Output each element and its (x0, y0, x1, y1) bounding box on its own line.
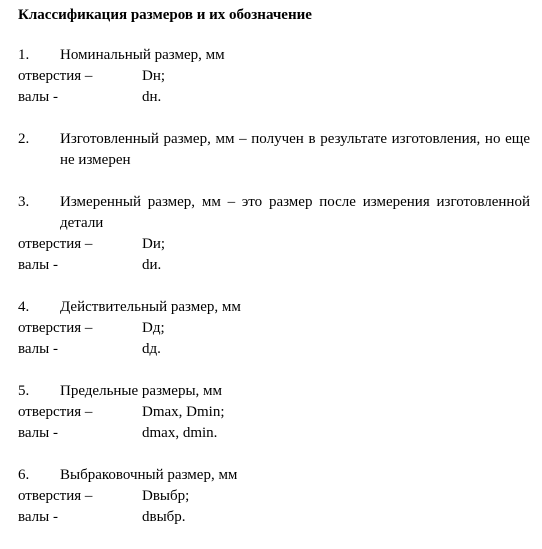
section-heading (18, 192, 538, 234)
shafts-row (18, 255, 538, 276)
section-reject-size (18, 465, 538, 528)
holes-label: отверстия – (18, 488, 93, 504)
section-manufactured-size (18, 129, 538, 171)
section-number: 2. (18, 131, 30, 147)
section-limit-sizes (18, 381, 538, 444)
shafts-label: валы - (18, 89, 58, 105)
shafts-value: dmax, dmin. (142, 425, 218, 441)
shafts-label: валы - (18, 509, 58, 525)
section-heading (18, 45, 538, 66)
holes-value: Dд; (142, 320, 165, 336)
shafts-value: dи. (142, 257, 162, 273)
holes-row (18, 66, 538, 87)
shafts-label: валы - (18, 425, 58, 441)
section-heading-text: Предельные размеры, мм (60, 383, 223, 399)
section-number: 3. (18, 194, 30, 210)
section-measured-size (18, 192, 538, 276)
holes-row (18, 318, 538, 339)
holes-label: отверстия – (18, 68, 93, 84)
shafts-row (18, 339, 538, 360)
shafts-row (18, 507, 538, 528)
section-heading-text: Измеренный размер, мм – это размер после измерения изготовленной детали (60, 194, 530, 231)
section-number: 4. (18, 299, 30, 315)
holes-row (18, 234, 538, 255)
section-heading (18, 297, 538, 318)
section-heading-text: Выбраковочный размер, мм (60, 467, 238, 483)
shafts-value: dд. (142, 341, 161, 357)
holes-value: Dи; (142, 236, 166, 252)
holes-label: отверстия – (18, 404, 93, 420)
holes-label: отверстия – (18, 320, 93, 336)
holes-label: отверстия – (18, 236, 93, 252)
shafts-label: валы - (18, 257, 58, 273)
section-number: 5. (18, 383, 30, 399)
holes-row (18, 402, 538, 423)
document-page (18, 6, 538, 528)
shafts-label: валы - (18, 341, 58, 357)
section-nominal-size (18, 45, 538, 108)
section-heading (18, 129, 538, 171)
section-actual-size (18, 297, 538, 360)
holes-value: Dвыбр; (142, 488, 190, 504)
shafts-row (18, 87, 538, 108)
section-heading (18, 465, 538, 486)
section-heading-text: Действительный размер, мм (60, 299, 241, 315)
holes-value: Dmax, Dmin; (142, 404, 225, 420)
shafts-value: dн. (142, 89, 162, 105)
section-heading (18, 381, 538, 402)
shafts-value: dвыбр. (142, 509, 186, 525)
shafts-row (18, 423, 538, 444)
section-number: 1. (18, 47, 30, 63)
holes-row (18, 486, 538, 507)
section-number: 6. (18, 467, 30, 483)
document-title: Классификация размеров и их обозначение (18, 7, 312, 23)
section-heading-text: Номинальный размер, мм (60, 47, 225, 63)
section-heading-text: Изготовленный размер, мм – получен в результате изготовления, но еще не измерен (60, 131, 530, 168)
holes-value: Dн; (142, 68, 166, 84)
